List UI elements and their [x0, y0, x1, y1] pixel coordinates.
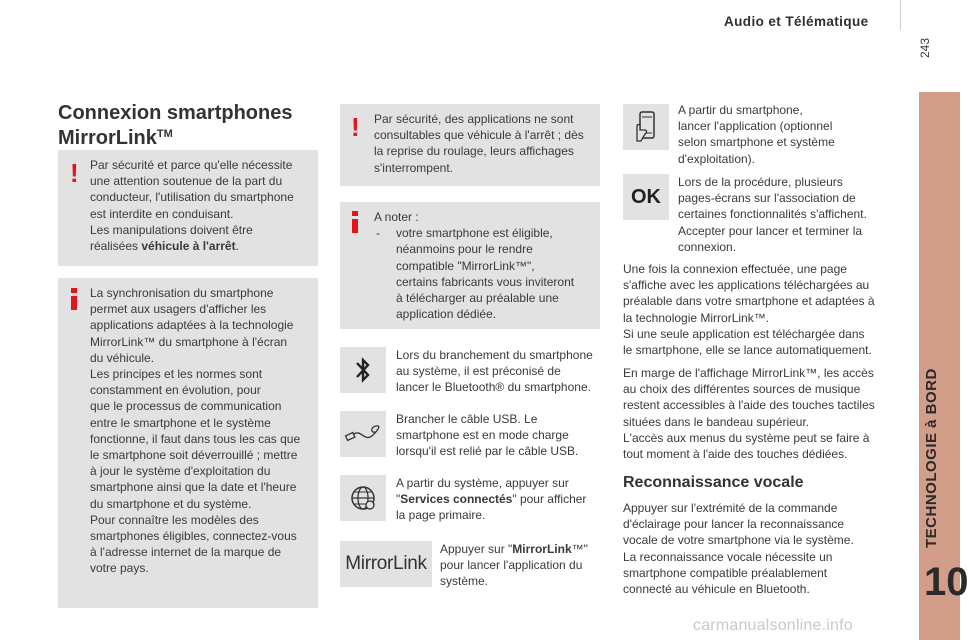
step-bluetooth-text: Lors du branchement du smartphone au système, il est préconisé de lancer le Bluetooth® du smartphone.: [396, 348, 593, 395]
section-title-voice: Reconnaissance vocale: [623, 474, 804, 491]
watermark: carmanualsonline.info: [693, 617, 853, 634]
page-title: Connexion smartphones MirrorLink™: [58, 102, 293, 149]
step-phone-text: A partir du smartphone, lancer l'application (optionnel selon smartphone et système d'exploitation).: [678, 103, 835, 166]
info-icon: [71, 288, 77, 310]
page-number: 243: [918, 37, 932, 58]
connection-paragraph: Une fois la connexion effectuée, une page s'affiche avec les applications téléchargées au préalable dans votre smartphone et adaptées à la technologie MirrorLink™. Si une seule application est téléchargée dans le smartphone, elle se lance automatiquement.: [623, 262, 875, 358]
sources-paragraph: En marge de l'affichage MirrorLink™, les accès au choix des différentes sources de musique restent accessibles à l'aide des touches tactiles situées dans le bandeau supérieur. L'accès aux menus du système peut se faire à tout moment à l'aide des touches dédiées.: [623, 366, 875, 462]
step-mirrorlink-text: Appuyer sur "MirrorLink™" pour lancer l'application du système.: [440, 542, 588, 589]
smartphone-touch-icon: [623, 104, 669, 150]
ok-button-icon: OK: [623, 174, 669, 220]
note-text: A noter : - votre smartphone est éligible, néanmoins pour le rendre compatible "MirrorLink™", certains fabricants vous inviteront à télécharger au préalable une application dédiée.: [374, 210, 575, 322]
warning-text: Par sécurité et parce qu'elle nécessite une attention soutenue de la part du conducteur, l'utilisation du smartphone est interdite en conduisant. Les manipulations doivent être réalisées véhicule à l'arrêt.: [90, 158, 294, 254]
warning-icon: !: [70, 158, 79, 188]
warning-driving-text: Par sécurité, des applications ne sont consultables que véhicule à l'arrêt ; dès la reprise du roulage, leurs affichages s'interrompent.: [374, 112, 584, 175]
voice-paragraph: Appuyer sur l'extrémité de la commande d'éclairage pour lancer la reconnaissance vocale de votre smartphone via le système. La reconnaissance vocale nécessite un smartphone compatible préalablement connecté au véhicule en Bluetooth.: [623, 501, 854, 597]
bluetooth-icon: [340, 347, 386, 393]
info-icon: [352, 211, 358, 233]
connected-services-icon: [340, 475, 386, 521]
usb-cable-icon: [340, 411, 386, 457]
chapter-number: 10: [924, 560, 969, 604]
step-ok-text: Lors de la procédure, plusieurs pages-écrans sur l'association de certaines fonctionnalités s'affichent. Accepter pour lancer et terminer la connexion.: [678, 175, 867, 254]
info-text: La synchronisation du smartphone permet aux usagers d'afficher les applications adaptées à la technologie MirrorLink™ du smartphone à l'écran du véhicule. Les principes et les normes sont constamment en évolution, pour que le processus de communication entre le smartphone et le système fonctionne, il faut dans tous les cas que le smartphone soit déverrouillé ; mettre à jour le système d'exploitation du smartphone ainsi que la date et l'heure du smartphone et du système. Pour connaître les modèles des smartphones éligibles, connectez-vous à l'adresse internet de la marque de votre pays.: [90, 286, 301, 576]
mirrorlink-logo: MirrorLink: [340, 541, 432, 587]
running-header: Audio et Télématique: [724, 14, 869, 29]
chapter-label: TECHNOLOGIE à BORD: [923, 368, 940, 548]
step-services-text: A partir du système, appuyer sur "Services connectés" pour afficher la page primaire.: [396, 476, 587, 523]
warning-icon: !: [351, 112, 360, 142]
step-usb-text: Brancher le câble USB. Le smartphone est en mode charge lorsqu'il est relié par le câble USB.: [396, 412, 579, 459]
header-divider: [900, 0, 901, 30]
